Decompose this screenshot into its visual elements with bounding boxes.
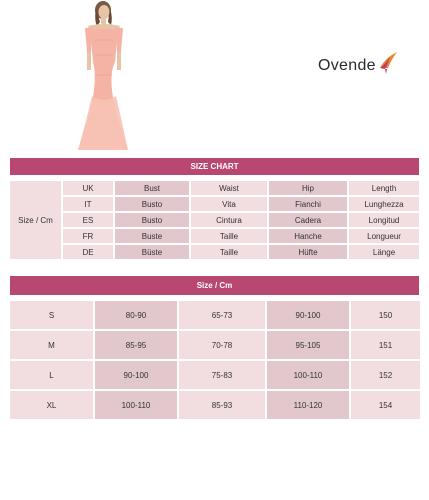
table-cell: UK <box>62 180 114 196</box>
length-value: 154 <box>350 390 420 420</box>
brand-name: Ovende <box>318 57 376 74</box>
hip-value: 90-100 <box>266 300 350 330</box>
table-cell: ES <box>62 212 114 228</box>
table-cell: Büste <box>114 244 190 260</box>
table-row <box>10 196 420 212</box>
table-row <box>10 180 420 196</box>
table-row <box>10 244 420 260</box>
size-label: XL <box>10 390 94 420</box>
table-cell: Vita <box>190 196 268 212</box>
table-cell: Buste <box>114 228 190 244</box>
table-cell: Length <box>348 180 420 196</box>
table-cell: Taille <box>190 228 268 244</box>
table-cell: Lunghezza <box>348 196 420 212</box>
hip-value: 95-105 <box>266 330 350 360</box>
size-cm-title: Size / Cm <box>10 276 420 296</box>
table-row <box>10 330 420 360</box>
bird-icon <box>377 50 399 76</box>
table-cell: DE <box>62 244 114 260</box>
bust-value: 100-110 <box>94 390 178 420</box>
size-label: S <box>10 300 94 330</box>
table-row <box>10 212 420 228</box>
table-cell: Cadera <box>268 212 348 228</box>
table-cell: Longitud <box>348 212 420 228</box>
product-photo <box>58 0 152 152</box>
table-cell: Busto <box>114 212 190 228</box>
table-cell: FR <box>62 228 114 244</box>
model-figure <box>78 1 128 150</box>
table-row <box>10 360 420 390</box>
size-label: L <box>10 360 94 390</box>
table-cell: Länge <box>348 244 420 260</box>
brand-logo <box>318 56 399 76</box>
length-value: 150 <box>350 300 420 330</box>
table-cell: Cintura <box>190 212 268 228</box>
table-row <box>10 390 420 420</box>
table-cell: Busto <box>114 196 190 212</box>
table-cell: Hanche <box>268 228 348 244</box>
table-cell: Taille <box>190 244 268 260</box>
waist-value: 70-78 <box>178 330 266 360</box>
bust-value: 85-95 <box>94 330 178 360</box>
table-cell: Bust <box>114 180 190 196</box>
table-cell: Fianchi <box>268 196 348 212</box>
size-cm-table <box>10 276 421 421</box>
table-cell: Longueur <box>348 228 420 244</box>
size-chart-row-label: Size / Cm <box>10 180 62 260</box>
table-cell: Waist <box>190 180 268 196</box>
table-cell: IT <box>62 196 114 212</box>
size-label: M <box>10 330 94 360</box>
hip-value: 100-110 <box>266 360 350 390</box>
size-chart-table <box>10 158 421 261</box>
waist-value: 75-83 <box>178 360 266 390</box>
table-row <box>10 300 420 330</box>
table-cell: Hip <box>268 180 348 196</box>
hip-value: 110-120 <box>266 390 350 420</box>
length-value: 151 <box>350 330 420 360</box>
bust-value: 80-90 <box>94 300 178 330</box>
waist-value: 65-73 <box>178 300 266 330</box>
bust-value: 90-100 <box>94 360 178 390</box>
table-row <box>10 228 420 244</box>
waist-value: 85-93 <box>178 390 266 420</box>
table-cell: Hüfte <box>268 244 348 260</box>
size-chart-title: SIZE CHART <box>10 158 420 176</box>
length-value: 152 <box>350 360 420 390</box>
